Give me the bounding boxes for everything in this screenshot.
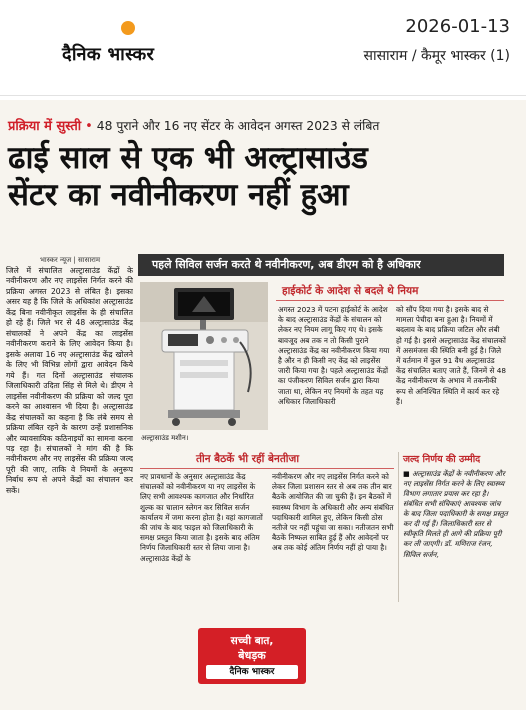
newspaper-logo[interactable]: दैनिक भास्कर	[62, 44, 155, 65]
edition-date: 2026-01-13	[405, 16, 510, 37]
article-byline: भास्कर न्यूज | सासाराम	[40, 256, 101, 264]
slogan-line-2: बेधड़क	[238, 649, 266, 662]
headline-line-2: सेंटर का नवीनीकरण नहीं हुआ	[8, 177, 349, 214]
kicker-tag: प्रक्रिया में सुस्ती	[8, 119, 82, 134]
article-headline	[8, 140, 520, 214]
quick-decision-heading: जल्द निर्णय की उम्मीद	[403, 454, 481, 465]
meetings-subheading-rule	[140, 468, 394, 469]
headline-line-1: ढाई साल से एक भी अल्ट्रासाउंड	[8, 140, 368, 176]
logo-sun-icon	[121, 21, 135, 35]
masthead	[0, 0, 526, 96]
edition-name[interactable]: सासाराम / कैमूर भास्कर (1)	[363, 48, 510, 64]
slogan-logo	[198, 628, 306, 684]
ultrasound-machine-photo	[140, 282, 268, 430]
meetings-column-b: नवीनीकरण और नए लाइसेंस निर्गत करने को लेकर जिला प्रशासन स्तर से अब तक तीन बार बैठकें आयोजित की जा चुकी हैं। इन बैठकों में स्वास्थ्य विभाग के अधिकारी और अन्य संबंधित पदाधिकारी शामिल हुए, लेकिन किसी ठोस नतीजे पर नहीं पहुंचा जा सका। नतीजतन सभी बैठकें निष्फल साबित हुई हैं और आवेदनों पर अब तक कोई अंतिम निर्णय नहीं हो पाया है।	[272, 472, 394, 553]
photo-caption: अल्ट्रासाउंड मशीन।	[141, 434, 189, 442]
court-column-b: को सौंप दिया गया है। इसके बाद से मामला पेचीदा बना हुआ है। नियमों में बदलाव के बाद प्रक्रिया जटिल और लंबी हो गई है। इससे अल्ट्रासाउंड केंद्र संचालकों में असमंजस की स्थिति बनी हुई है। जिले में वर्तमान में कुल 91 वैध अल्ट्रासाउंड केंद्र संचालित बताए जाते हैं, जिनमें से 48 केंद्र नवीनीकरण के अभाव में तकनीकी रूप से अनिश्चित स्थिति में कार्य कर रहे हैं।	[396, 305, 506, 406]
court-subheading: हाईकोर्ट के आदेश से बदले थे नियम	[282, 285, 419, 297]
kicker-deck: 48 पुराने और 16 नए सेंटर के आवेदन अगस्त 2023 से लंबित	[96, 119, 380, 133]
article-body-left-column: जिले में संचालित अल्ट्रासाउंड केंद्रों के नवीनीकरण और नए लाइसेंस निर्गत करने की प्रक्रिया अगस्त 2023 से लंबित है। इसका असर यह है कि जिले के अधिकांश अल्ट्रासाउंड केंद्र बिना नवीनीकृत लाइसेंस के ही संचालित हो रहे हैं। जिले भर से 48 अल्ट्रासाउंड केंद्र संचालकों ने अपने केंद्र का लाइसेंस नवीनीकरण कराने के लिए आवेदन किया है। इसके अलावा 16 नए अल्ट्रासाउंड केंद्र खोलने के लिए भी विभिन्न लोगों द्वारा आवेदन किये गये हैं। गत दिनों अल्ट्रासाउंड संचालक जिलाधिकारी उदिता सिंह से मिले थे। डीएम ने लाइसेंस नवीनीकरण की प्रक्रिया को जल्द पूरा करने का आश्वासन भी दिया है। अल्ट्रासाउंड केंद्र संचालकों का कहना है कि लंबे समय से प्रक्रिया लंबित रहने के कारण उन्हें प्रशासनिक और व्यावसायिक कठिनाइयों का सामना करना पड़ रहा है। संचालकों ने मांग की है कि नवीनीकरण और नए लाइसेंस की प्रक्रिया जल्द पूरी की जाए, ताकि वे नियमों के अनुरूप निर्बाध रूप से अपने केंद्रों का संचालन कर सकें।	[6, 266, 133, 495]
slogan-line-1: सच्ची बात,	[230, 635, 274, 647]
slogan-line-3: दैनिक भास्कर	[206, 665, 298, 679]
quick-decision-box	[398, 452, 508, 602]
court-subheading-rule	[276, 300, 504, 301]
meetings-column-a: नए प्रावधानों के अनुसार अल्ट्रासाउंड केंद्र संचालकों को नवीनीकरण या नए लाइसेंस के लिए सभी आवश्यक कागजात और निर्धारित शुल्क का चालान स्लेगन कर सिविल सर्जन कार्यालय में जमा करना होता है। वहां कागजातों की जांच के बाद फाइल को जिलाधिकारी के समक्ष प्रस्तुत किया जाता है। इसके बाद अंतिम निर्णय जिलाधिकारी स्तर से लिया जाना है। अल्ट्रासाउंड केंद्रों के	[140, 472, 263, 563]
kicker-bullet-icon: •	[85, 119, 93, 134]
article-kicker	[8, 116, 518, 134]
meetings-subheading: तीन बैठकें भी रहीं बेनतीजा	[196, 453, 300, 465]
news-clipping[interactable]	[0, 100, 526, 710]
court-column-a: अगस्त 2023 में पटना हाईकोर्ट के आदेश के बाद अल्ट्रासाउंड केंद्रों के संचालन को लेकर नए नियम लागू किए गए थे। इसके बावजूद अब तक न तो किसी पुराने अल्ट्रासाउंड केंद्र का नवीनीकरण किया गया है और न ही किसी नए केंद्र को लाइसेंस जारी किया गया है। पहले अल्ट्रासाउंड केंद्रों का पंजीकरण सिविल सर्जन द्वारा किया जाता था, लेकिन नए नियमों के तहत यह अधिकार जिलाधिकारी	[278, 305, 390, 406]
ultrasound-machine-icon	[140, 282, 268, 430]
quick-decision-text: ■ अल्ट्रासाउंड केंद्रों के नवीनीकरण और नए लाइसेंस निर्गत करने के लिए स्वास्थ्य विभाग लगातार प्रयास कर रहा है। संबंधित सभी संचिकाएं आवश्यक जांच के बाद जिला पदाधिकारी के समक्ष प्रस्तुत कर दी गई हैं। जिलाधिकारी स्तर से स्वीकृति मिलते ही आगे की प्रक्रिया पूरी कर ली जाएगी। डॉ. मणिराज रंजन, सिविल सर्जन,	[403, 469, 508, 559]
section-banner: पहले सिविल सर्जन करते थे नवीनीकरण, अब डीएम को है अधिकार	[138, 254, 504, 276]
masthead-divider	[0, 95, 526, 96]
